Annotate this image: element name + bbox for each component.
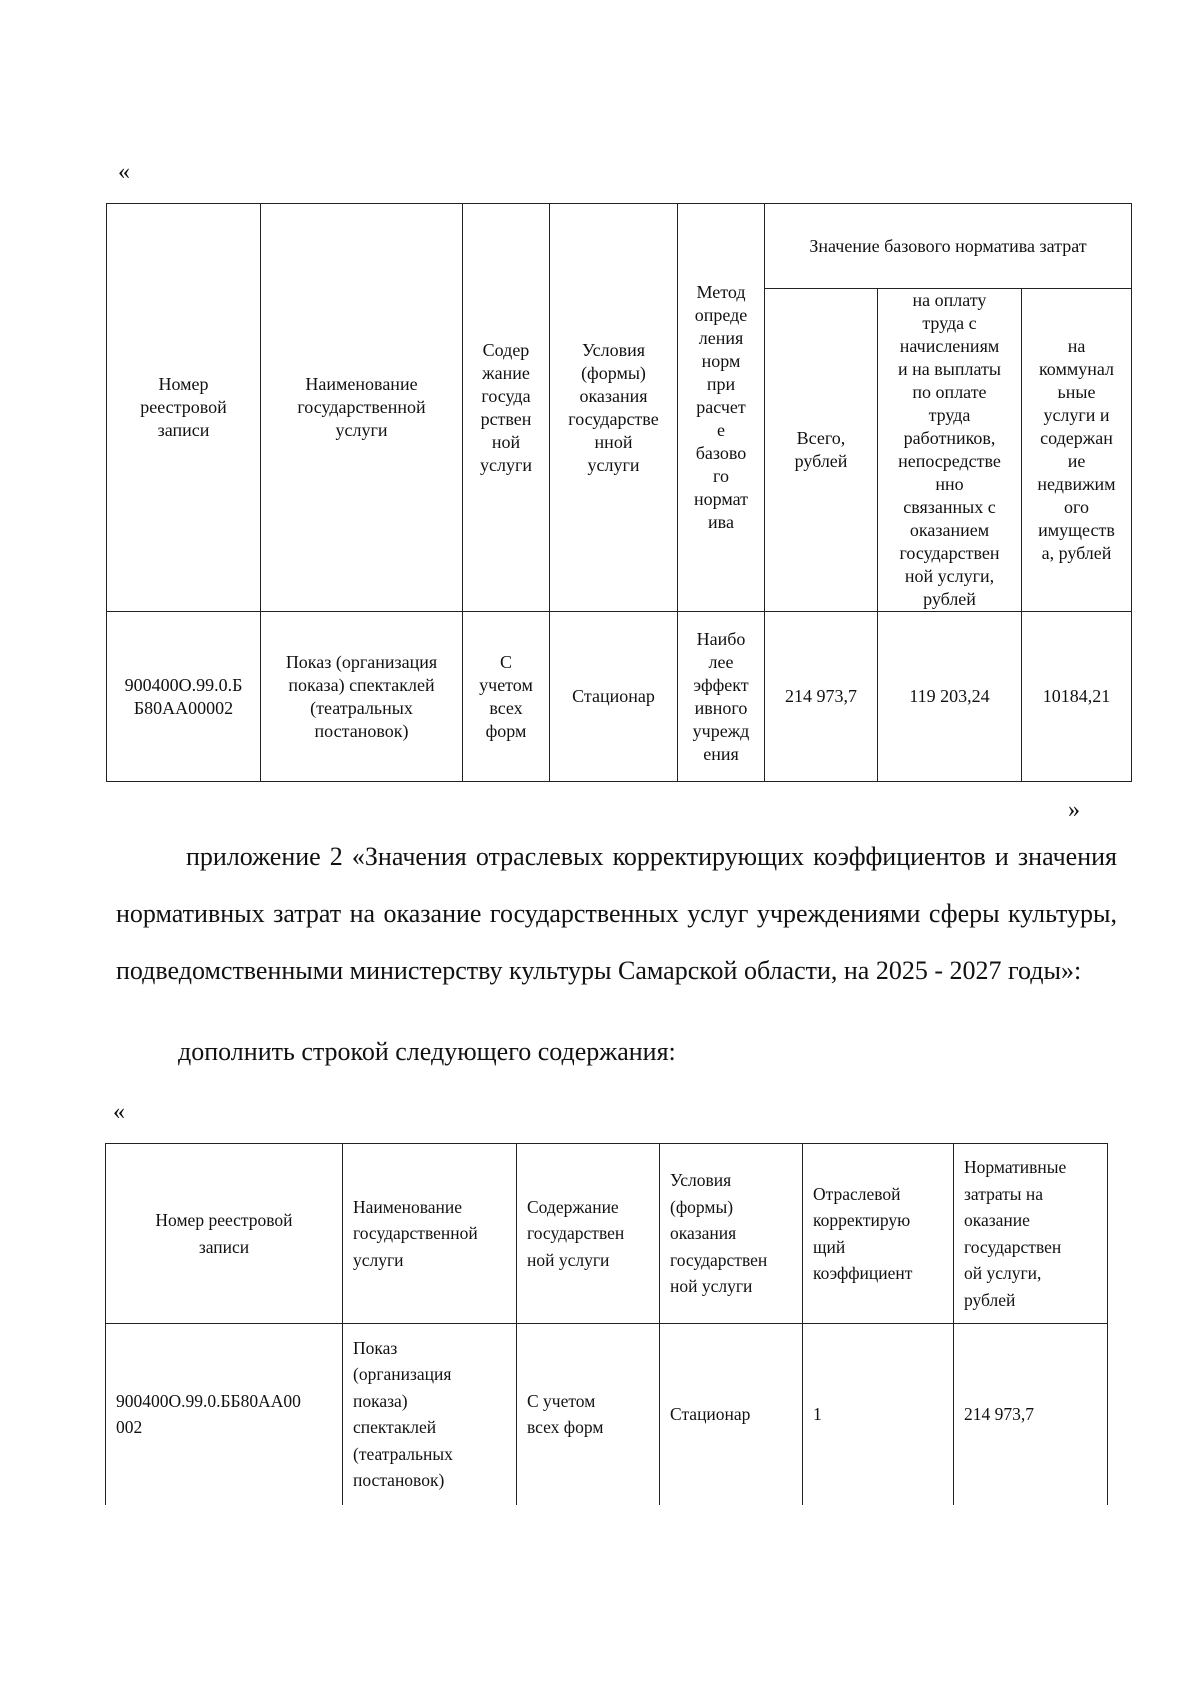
cell-labor: 119 203,24	[878, 612, 1022, 782]
table-row	[107, 612, 1132, 782]
amendment-instruction: дополнить строкой следующего содержания:	[178, 1037, 676, 1066]
header-utilities-costs: на коммунал ьные услуги и содержан ие недвижим ого имуществ а, рублей	[1022, 289, 1132, 612]
header-reg-number: Номер реестровой записи	[106, 1144, 343, 1324]
header-reg-number: Номер реестровой записи	[107, 204, 261, 612]
header-service-conditions: Условия (формы) оказания государстве нной услуги	[550, 204, 678, 612]
cell-sector-coefficient: 1	[803, 1324, 954, 1505]
header-service-name: Наименование государственной услуги	[261, 204, 463, 612]
header-sector-coefficient: Отраслевой корректирую щий коэффициент	[803, 1144, 954, 1324]
base-normative-table	[106, 203, 1132, 782]
cell-reg-number: 900400О.99.0.Б Б80АА00002	[107, 612, 261, 782]
header-normative-costs: Нормативные затраты на оказание государствен ой услуги, рублей	[954, 1144, 1108, 1324]
header-service-content: Содержание государствен ной услуги	[517, 1144, 660, 1324]
header-calc-method: Метод опреде ления норм при расчет е базово го нормат ива	[678, 204, 765, 612]
header-service-conditions: Условия (формы) оказания государствен ной услуги	[660, 1144, 803, 1324]
appendix-amendment-paragraph: приложение 2 «Значения отраслевых корректирующих коэффициентов и значения нормативных затрат на оказание государственных услуг учреждениями сферы культуры, подведомственными министерству культуры Самарской области, на 2025 - 2027 годы»:	[116, 842, 1117, 985]
cell-calc-method: Наибо лее эффект ивного учрежд ения	[678, 612, 765, 782]
header-base-normative-value: Значение базового норматива затрат	[765, 204, 1132, 289]
opening-quote-1: «	[118, 159, 130, 185]
header-labor-costs: на оплату труда с начислениям и на выплаты по оплате труда работников, непосредстве нно связанных с оказанием государствен ной услуги, рублей	[878, 289, 1022, 612]
cell-normative-costs: 214 973,7	[954, 1324, 1108, 1505]
header-total-rubles: Всего, рублей	[765, 289, 878, 612]
sector-coefficient-table	[105, 1143, 1108, 1505]
cell-utilities: 10184,21	[1022, 612, 1132, 782]
cell-service-name: Показ (организация показа) спектаклей (театральных постановок)	[343, 1324, 517, 1505]
closing-quote-1: »	[1068, 797, 1080, 823]
cell-service-conditions: Стационар	[660, 1324, 803, 1505]
header-service-content: Содер жание госуда рствен ной услуги	[463, 204, 550, 612]
cell-reg-number: 900400О.99.0.ББ80АА00 002	[106, 1324, 343, 1505]
opening-quote-2: «	[113, 1099, 125, 1125]
cell-service-content: С учетом всех форм	[463, 612, 550, 782]
table-row	[106, 1324, 1108, 1505]
cell-service-name: Показ (организация показа) спектаклей (театральных постановок)	[261, 612, 463, 782]
cell-service-conditions: Стационар	[550, 612, 678, 782]
header-service-name: Наименование государственной услуги	[343, 1144, 517, 1324]
cell-service-content: С учетом всех форм	[517, 1324, 660, 1505]
cell-total: 214 973,7	[765, 612, 878, 782]
